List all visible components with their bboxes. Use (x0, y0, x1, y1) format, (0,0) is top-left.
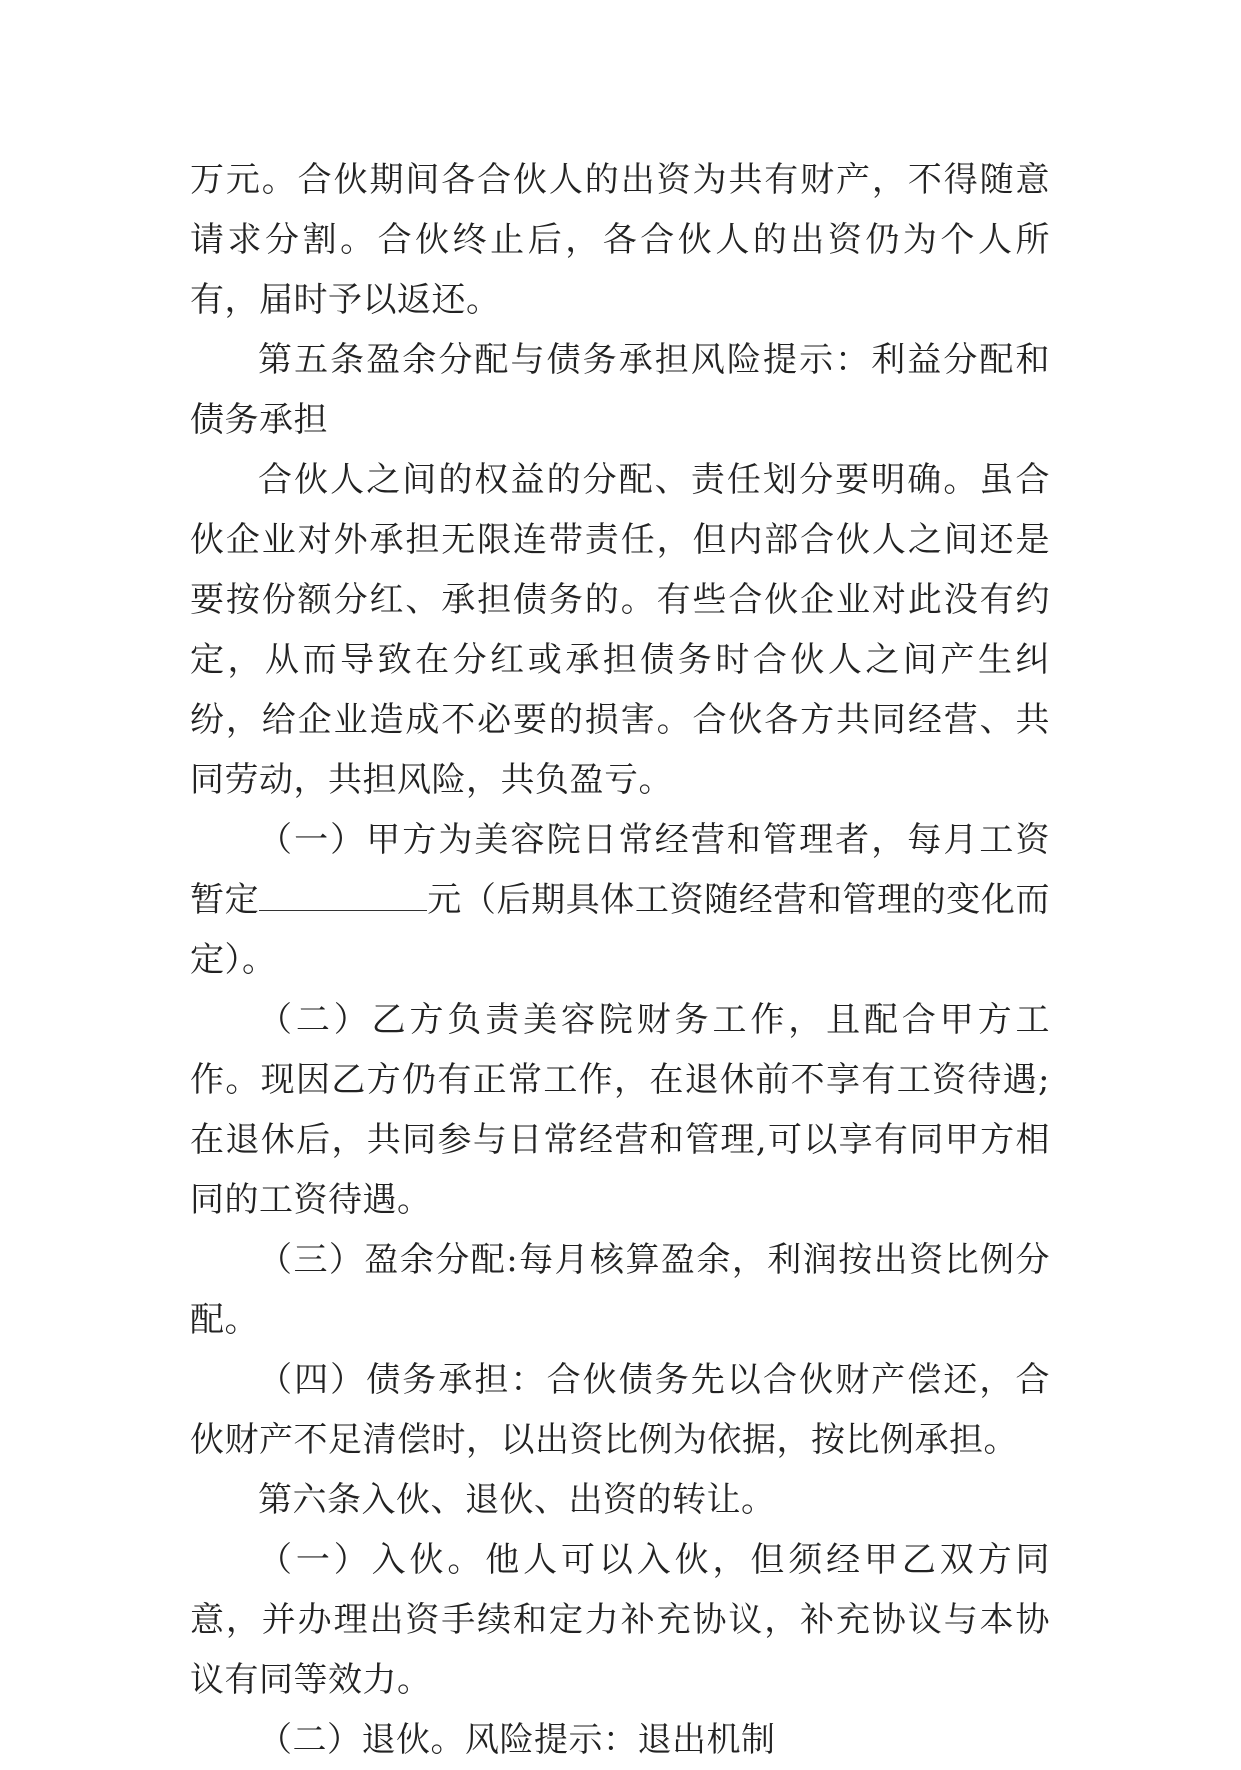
clause-6-2-withdrawal: （二）退伙。风险提示：退出机制 (258, 1720, 776, 1760)
clause-5-2-party-b-finance: （二）乙方负责美容院财务工作，且配合甲方工作。现因乙方仍有正常工作，在退休前不享有工资待遇;在退休后，共同参与日常经营和管理,可以享有同甲方相同的工资待遇。 (190, 1000, 1050, 1220)
document-body (190, 150, 1050, 1770)
article-6-heading: 第六条入伙、退伙、出资的转让。 (258, 1480, 776, 1520)
clause-5-3-surplus-distribution: （三）盈余分配:每月核算盈余，利润按出资比例分配。 (190, 1240, 1050, 1340)
article-5-heading: 第五条盈余分配与债务承担风险提示：利益分配和债务承担 (190, 340, 1050, 440)
paragraph-profit-distribution-intro: 合伙人之间的权益的分配、责任划分要明确。虽合伙企业对外承担无限连带责任，但内部合伙人之间还是要按份额分红、承担债务的。有些合伙企业对此没有约定，从而导致在分红或承担债务时合伙人之间产生纠纷，给企业造成不必要的损害。合伙各方共同经营、共同劳动，共担风险，共负盈亏。 (190, 460, 1050, 800)
clause-5-1-text-after: 元（后期具体工资随经营和管理的变化而定）。 (190, 880, 1051, 980)
clause-5-4-debt-bearing: （四）债务承担：合伙债务先以合伙财产偿还，合伙财产不足清偿时，以出资比例为依据，按比例承担。 (190, 1360, 1050, 1460)
clause-5-1-text-before: （一）甲方为美容院日常经营和管理者，每月工资暂定 (190, 820, 1050, 920)
clause-5-1-party-a-salary (190, 810, 1050, 990)
salary-blank-line (259, 909, 427, 911)
paragraph-capital-contribution: 万元。合伙期间各合伙人的出资为共有财产，不得随意请求分割。合伙终止后，各合伙人的出资仍为个人所有，届时予以返还。 (190, 160, 1050, 320)
clause-6-1-joining: （一）入伙。他人可以入伙，但须经甲乙双方同意，并办理出资手续和定力补充协议，补充协议与本协议有同等效力。 (190, 1540, 1050, 1700)
